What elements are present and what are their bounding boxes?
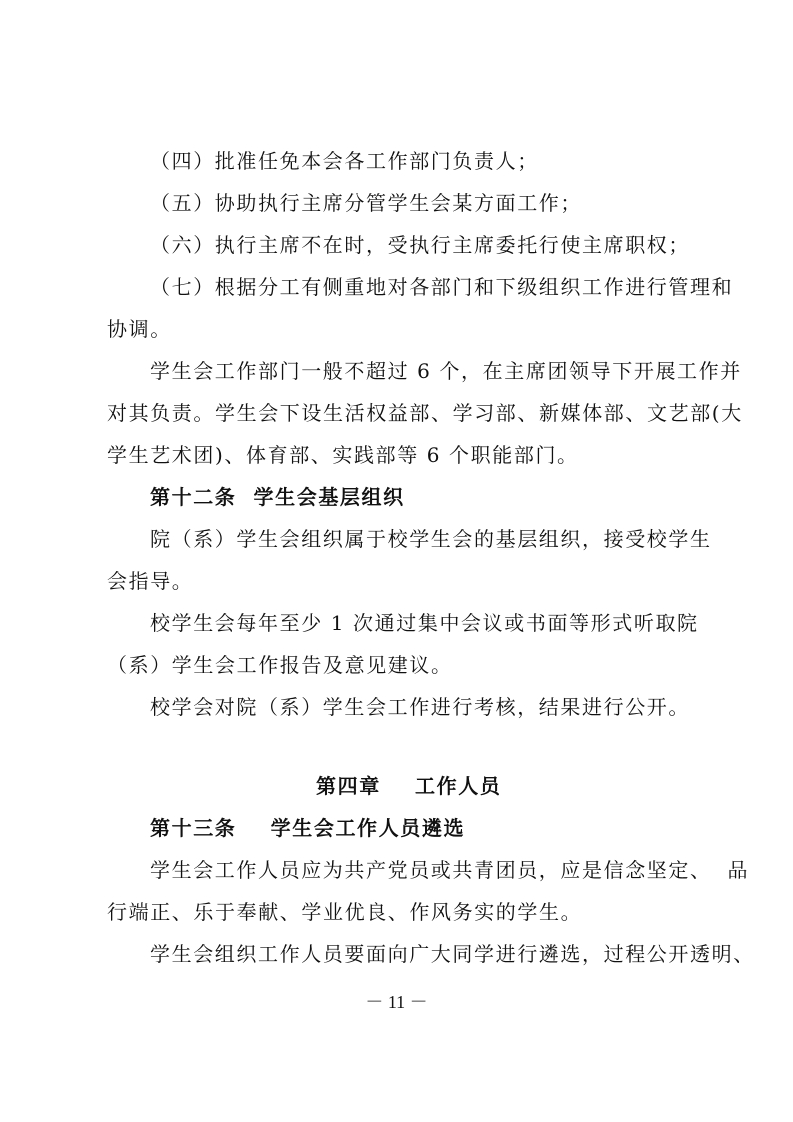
clause-item-6: （六）执行主席不在时，受执行主席委托行使主席职权； — [150, 233, 690, 257]
page-number: － 11 － — [365, 992, 428, 1012]
clause-item-4: （四）批准任免本会各工作部门负责人； — [150, 149, 539, 173]
paragraph-grassroots-line-1: 院（系）学生会组织属于校学生会的基层组织，接受校学生 — [150, 527, 712, 551]
clause-item-7: （七）根据分工有侧重地对各部门和下级组织工作进行管理和 — [150, 275, 734, 299]
paragraph-selection-line-1: 学生会组织工作人员要面向广大同学进行遴选，过程公开透明、 — [150, 942, 755, 966]
paragraph-annual-report-line-2: （系）学生会工作报告及意见建议。 — [107, 653, 453, 677]
paragraph-departments-line-3: 学生艺术团)、体育部、实践部等 6 个职能部门。 — [107, 443, 579, 467]
clause-item-7-continued: 协调。 — [107, 317, 172, 341]
article-13-heading: 第十三条 学生会工作人员遴选 — [150, 816, 466, 840]
article-12-heading: 第十二条 学生会基层组织 — [150, 485, 405, 509]
paragraph-qualifications-line-2: 行端正、乐于奉献、学业优良、作风务实的学生。 — [107, 900, 583, 924]
paragraph-annual-report-line-1: 校学生会每年至少 1 次通过集中会议或书面等形式听取院 — [150, 611, 699, 635]
clause-item-5: （五）协助执行主席分管学生会某方面工作； — [150, 191, 582, 215]
paragraph-qualifications-line-1: 学生会工作人员应为共产党员或共青团员，应是信念坚定、 品 — [150, 858, 750, 882]
chapter-4-heading: 第四章 工作人员 — [316, 774, 502, 798]
paragraph-departments-line-2: 对其负责。学生会下设生活权益部、学习部、新媒体部、文艺部(大 — [107, 401, 743, 425]
paragraph-grassroots-line-2: 会指导。 — [107, 569, 194, 593]
paragraph-departments-line-1: 学生会工作部门一般不超过 6 个，在主席团领导下开展工作并 — [150, 359, 742, 383]
paragraph-assessment: 校学会对院（系）学生会工作进行考核，结果进行公开。 — [150, 695, 690, 719]
